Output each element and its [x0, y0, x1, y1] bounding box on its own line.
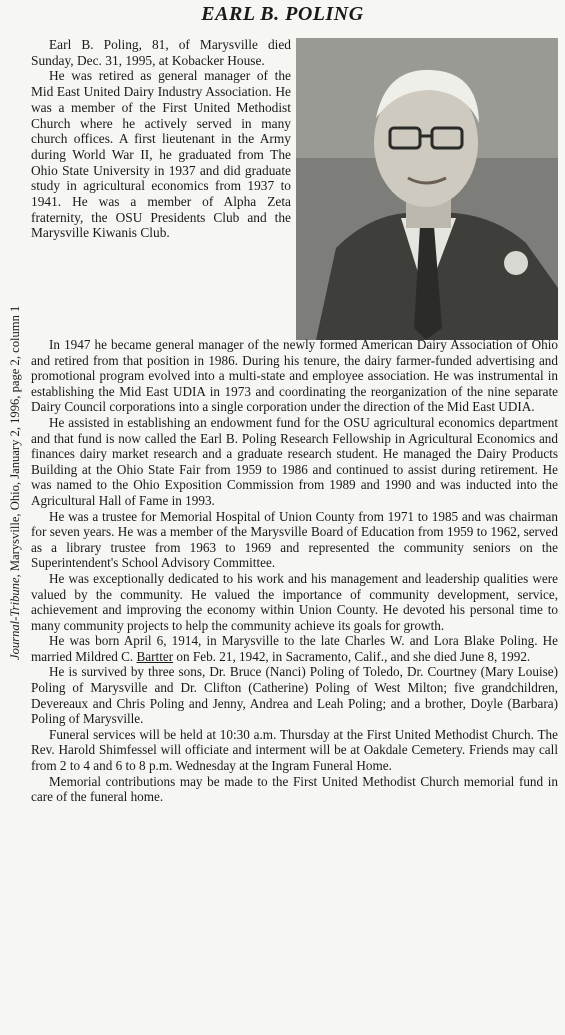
obituary-paragraph: Funeral services will be held at 10:30 a.m. Thursday at the First United Methodist Church. The Rev. Harold Shimfessel will officiate and interment will be at Oakdale Cemetery. Friends may call from 2 to 4 and 6 to 8 p.m. Wednesday at the Ingram Funeral Home. [31, 726, 558, 774]
top-column [31, 37, 291, 241]
obituary-paragraph: He assisted in establishing an endowment fund for the OSU agricultural economics department and that fund is now called the Earl B. Poling Research Fellowship in Agricultural Economics and finances dairy market research and a graduate research student. He managed the Dairy Products Building at the Ohio State Fair from 1959 to 1986 and continued to assist during retirement. He was named to the Ohio Exposition Commission from 1989 and 1990 and was inducted into the Agricultural Hall of Fame in 1993. [31, 414, 558, 508]
main-text [31, 337, 558, 805]
underlined-name: Bartter [136, 648, 174, 664]
birth-text-before: He was born April 6, 1914, in Marysville to the late Charles W. and Lora Blake Poling. He married Mildred C. [31, 633, 558, 664]
source-caption [4, 140, 26, 660]
publication-name: Journal-Tribune [8, 577, 22, 660]
obituary-paragraph: Earl B. Poling, 81, of Marysville died Sunday, Dec. 31, 1995, at Kobacker House. [31, 37, 291, 68]
obituary-paragraph: In 1947 he became general manager of the newly formed American Dairy Association of Ohio and retired from that position in 1986. During his tenure, the dairy farmer-funded advertising and promotional program evolved into a multi-state and employee association. He was instrumental in establishing the Mid East UDIA in 1973 and coordinating the reorganization of the nine separate Dairy Council corporations into a single corporation under the direction of the Mid East UDIA. [31, 337, 558, 415]
portrait-icon [296, 38, 558, 340]
obituary-paragraph: He is survived by three sons, Dr. Bruce (Nanci) Poling of Toledo, Dr. Courtney (Mary Louise) Poling of Marysville and Dr. Clifton (Catherine) Poling of West Milton; five grandchildren, Devereaux and Chris Poling and Jenny, Andrea and Leah Poling; and a brother, Doyle (Barbara) Poling of Marysville. [31, 664, 558, 727]
obituary-paragraph: He was exceptionally dedicated to his work and his management and leadership qualities were valued by the community. He valued the importance of community development, service, achievement and improving the economy within Union County. He devoted his personal time to many community projects to help the community achieve its goals for growth. [31, 570, 558, 633]
publication-details: , Marysville, Ohio, January 2, 1996, page 2, column 1 [8, 305, 22, 578]
obituary-paragraph: Memorial contributions may be made to the First United Methodist Church memorial fund in care of the funeral home. [31, 773, 558, 805]
birth-text-after: on Feb. 21, 1942, in Sacramento, Calif., and she died June 8, 1992. [173, 648, 531, 664]
birth-paragraph [31, 633, 558, 664]
obituary-paragraph: He was a trustee for Memorial Hospital of Union County from 1971 to 1985 and was chairman for seven years. He was a member of the Marysville Board of Education from 1959 to 1962, served as a library trustee from 1963 to 1969 and represented the community seniors on the Superintendent's School Advisory Committee. [31, 508, 558, 571]
portrait-photo [296, 38, 558, 340]
obituary-title: EARL B. POLING [201, 3, 364, 25]
obituary-paragraph: He was retired as general manager of the Mid East United Dairy Industry Association. He was a member of the First United Methodist Church where he actively served in many church offices. A first lieutenant in the Army during World War II, he graduated from The Ohio State University in 1937 and did graduate study in agricultural economics from 1937 to 1941. He was a member of Alpha Zeta fraternity, the OSU Presidents Club and the Marysville Kiwanis Club. [31, 68, 291, 241]
